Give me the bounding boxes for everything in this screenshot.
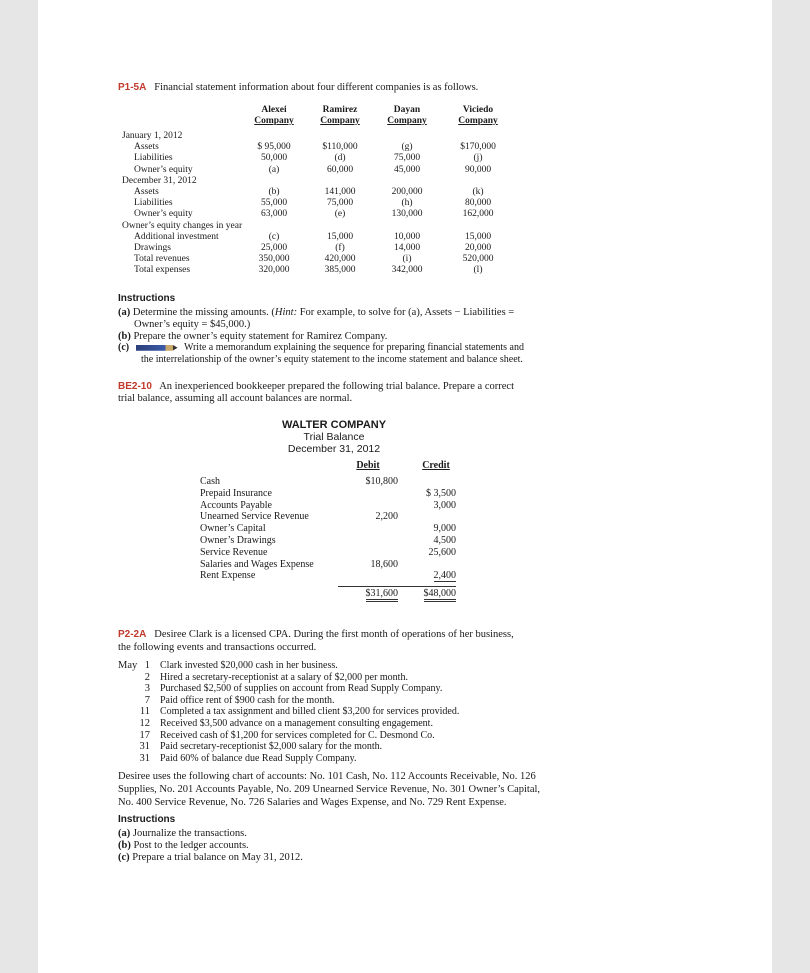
event-text: Purchased $2,500 of supplies on account from Read Supply Company. <box>160 683 443 695</box>
debit-amount: $10,800 <box>365 476 398 487</box>
p15-cell: 350,000 <box>258 254 290 265</box>
debit-amount: 18,600 <box>370 558 398 570</box>
account-name: Owner’s Capital <box>200 523 266 535</box>
credit-header: Credit <box>422 460 450 471</box>
event-text: Received $3,500 advance on a management consulting engagement. <box>160 718 433 729</box>
account-name: Prepaid Insurance <box>200 487 272 499</box>
p22-instruction <box>118 851 303 864</box>
be210-line1: An inexperienced bookkeeper prepared the following trial balance. Prepare a correct <box>159 381 514 392</box>
event-text: Paid 60% of balance due Read Supply Company. <box>160 752 357 764</box>
p15-cell: 60,000 <box>326 164 354 175</box>
p22-intro-line1 <box>118 628 514 641</box>
p15-row-label: Total revenues <box>134 254 190 265</box>
p15-cell: 520,000 <box>462 254 494 265</box>
p15-cell: 141,000 <box>324 187 356 197</box>
company-name: Alexei <box>261 105 287 115</box>
trial-balance-company: WALTER COMPANY <box>281 419 387 431</box>
p15-cell: (b) <box>268 187 280 197</box>
p15-row-label: Owner’s equity changes in year <box>122 220 243 231</box>
company-name: Ramirez <box>322 105 358 115</box>
instruction-letter: (c) <box>118 852 130 863</box>
p15-cell: 55,000 <box>260 198 288 209</box>
p22-month: May <box>118 660 138 671</box>
event-day: 7 <box>144 694 150 706</box>
p15-cell: 14,000 <box>393 243 421 253</box>
p15-row-label: Owner’s equity <box>134 164 193 175</box>
p15-cell: 75,000 <box>326 198 354 209</box>
total-credit-value: $48,000 <box>424 588 457 602</box>
account-name: Service Revenue <box>200 546 268 558</box>
p15-instr-a-hint: Hint: <box>274 307 298 318</box>
p15-cell: (c) <box>268 231 280 242</box>
p15-instr-c-letter: (c) <box>118 342 130 353</box>
p22-intro1: Desiree Clark is a licensed CPA. During the first month of operations of her business, <box>154 629 514 640</box>
event-day: 1 <box>144 660 150 671</box>
trial-balance-subtitle: Trial Balance <box>303 431 365 443</box>
company-name: Dayan <box>393 105 421 115</box>
p15-row-label: Assets <box>134 187 159 197</box>
p15-instr-a-text1: Determine the missing amounts. ( <box>132 307 275 318</box>
p22-tag: P2-2A <box>118 629 147 640</box>
p15-row-label: Liabilities <box>134 153 173 164</box>
p15-cell: (h) <box>401 198 413 209</box>
company-label: Company <box>458 116 498 126</box>
p15-cell: (e) <box>334 209 346 220</box>
p15-cell: 80,000 <box>464 198 492 209</box>
p15-cell: (i) <box>402 254 412 265</box>
p15-cell: (g) <box>401 142 413 153</box>
p15-cell: 15,000 <box>464 231 492 242</box>
p15-cell: (l) <box>473 265 483 276</box>
company-header <box>305 105 375 127</box>
p15-row-label: Additional investment <box>134 231 219 242</box>
instruction-text: Prepare a trial balance on May 31, 2012. <box>132 852 303 863</box>
p15-cell: 90,000 <box>464 164 492 175</box>
instruction-letter: (b) <box>118 840 131 851</box>
p15-cell: 162,000 <box>462 209 494 220</box>
event-day: 31 <box>139 741 150 753</box>
company-label: Company <box>320 116 360 126</box>
p15-row-label: Liabilities <box>134 198 173 209</box>
p15-row-label: January 1, 2012 <box>122 131 183 141</box>
p15-row-label: Assets <box>134 142 159 153</box>
instruction-letter: (a) <box>118 828 131 839</box>
p15-instr-c-text: Write a memorandum explaining the sequence for preparing financial statements and <box>183 342 524 353</box>
debit-amount: 2,200 <box>375 511 398 523</box>
p15-cell: 420,000 <box>324 254 356 265</box>
textbook-page <box>38 0 772 973</box>
p15-cell: (f) <box>335 243 345 253</box>
p15-cell: (a) <box>268 164 280 175</box>
total-debit-value: $31,600 <box>366 588 399 602</box>
p15-cell: 63,000 <box>260 209 288 220</box>
event-text: Received cash of $1,200 for services completed for C. Desmond Co. <box>160 729 435 741</box>
company-label: Company <box>254 116 294 126</box>
credit-amount: $ 3,500 <box>426 487 456 499</box>
event-day: 17 <box>139 729 150 741</box>
p15-cell: (k) <box>472 187 484 197</box>
p22-chart-line1: Desiree uses the following chart of accounts: No. 101 Cash, No. 112 Accounts Receivable, No. 126 <box>118 771 536 782</box>
total-credit <box>396 586 456 600</box>
p15-cell: 320,000 <box>258 265 290 276</box>
instruction-text: Journalize the transactions. <box>132 828 247 839</box>
p15-intro-line <box>118 81 478 94</box>
p15-instr-b-text: Prepare the owner’s equity statement for Ramirez Company. <box>133 331 388 342</box>
p15-instructions-title: Instructions <box>118 293 176 304</box>
p15-instr-b-letter: (b) <box>118 331 131 342</box>
company-header <box>372 105 442 127</box>
credit-amount: 4,500 <box>433 535 456 546</box>
p15-row-label: Drawings <box>134 243 171 253</box>
company-label: Company <box>387 116 427 126</box>
be210-line2: trial balance, assuming all account balances are normal. <box>118 393 353 404</box>
p15-cell: 75,000 <box>393 153 421 164</box>
credit-amount: 9,000 <box>433 523 456 535</box>
be210-tag: BE2-10 <box>118 381 152 392</box>
account-name: Owner’s Drawings <box>200 535 276 546</box>
p15-row-label: December 31, 2012 <box>122 175 197 186</box>
event-text: Hired a secretary-receptionist at a salary of $2,000 per month. <box>160 671 408 683</box>
event-text: Paid office rent of $900 cash for the month. <box>160 694 335 706</box>
p15-cell: $170,000 <box>460 142 496 153</box>
p22-chart-line3: No. 400 Service Revenue, No. 726 Salaries and Wages Expense, and No. 729 Rent Expense. <box>118 797 507 808</box>
p15-cell: 10,000 <box>393 231 421 242</box>
p15-cell: 15,000 <box>326 231 354 242</box>
event-text: Paid secretary-receptionist $2,000 salary for the month. <box>160 741 383 753</box>
debit-header: Debit <box>356 460 380 471</box>
p15-instr-a-text2: For example, to solve for (a), Assets − Liabilities = <box>297 307 515 318</box>
account-name: Cash <box>200 476 220 487</box>
p15-row-label: Total expenses <box>134 265 191 276</box>
instruction-text: Post to the ledger accounts. <box>133 840 249 851</box>
credit-amount: 3,000 <box>433 499 456 511</box>
event-day: 11 <box>139 706 150 718</box>
writing-pencil-icon <box>136 345 178 351</box>
company-header <box>239 105 309 127</box>
p15-cell: $110,000 <box>322 142 358 153</box>
p22-instructions-title: Instructions <box>118 814 176 825</box>
credit-amount: 2,400 <box>433 570 456 582</box>
account-name: Unearned Service Revenue <box>200 511 309 523</box>
p15-cell: 25,000 <box>260 243 288 253</box>
p22-intro2: the following events and transactions occurred. <box>118 642 317 653</box>
p15-tag: P1-5A <box>118 82 147 93</box>
p15-cell: (d) <box>334 153 346 164</box>
p15-instr-a-line2: Owner’s equity = $45,000.) <box>134 319 251 330</box>
account-name: Accounts Payable <box>200 499 272 511</box>
p15-cell: 50,000 <box>260 153 288 164</box>
credit-amount: 25,600 <box>428 546 456 558</box>
company-header <box>443 105 513 127</box>
event-day: 31 <box>139 752 150 764</box>
p15-cell: 200,000 <box>391 187 423 197</box>
event-text: Completed a tax assignment and billed client $3,200 for services provided. <box>160 706 460 718</box>
p15-instr-c-line2: the interrelationship of the owner’s equity statement to the income statement and balance sheet. <box>141 354 523 365</box>
p22-chart-line2: Supplies, No. 201 Accounts Payable, No. 209 Unearned Service Revenue, No. 301 Owner’s Capital, <box>118 784 541 795</box>
p15-cell: 20,000 <box>464 243 492 253</box>
account-name: Salaries and Wages Expense <box>200 558 314 570</box>
p15-cell: 130,000 <box>391 209 423 220</box>
event-day: 3 <box>144 683 150 695</box>
total-debit <box>338 586 398 600</box>
p15-row-label: Owner’s equity <box>134 209 193 220</box>
p15-cell: 342,000 <box>391 265 423 276</box>
account-name: Rent Expense <box>200 570 256 582</box>
event-day: 2 <box>144 671 150 683</box>
trial-balance-date: December 31, 2012 <box>287 443 381 455</box>
event-day: 12 <box>139 718 150 729</box>
p15-intro: Financial statement information about four different companies is as follows. <box>154 82 479 93</box>
event-text: Clark invested $20,000 cash in her business. <box>160 660 338 671</box>
p15-instr-a-letter: (a) <box>118 307 131 318</box>
p15-cell: $ 95,000 <box>257 142 291 153</box>
p15-cell: (j) <box>473 153 483 164</box>
p15-cell: 45,000 <box>393 164 421 175</box>
company-name: Viciedo <box>462 105 494 115</box>
p15-cell: 385,000 <box>324 265 356 276</box>
